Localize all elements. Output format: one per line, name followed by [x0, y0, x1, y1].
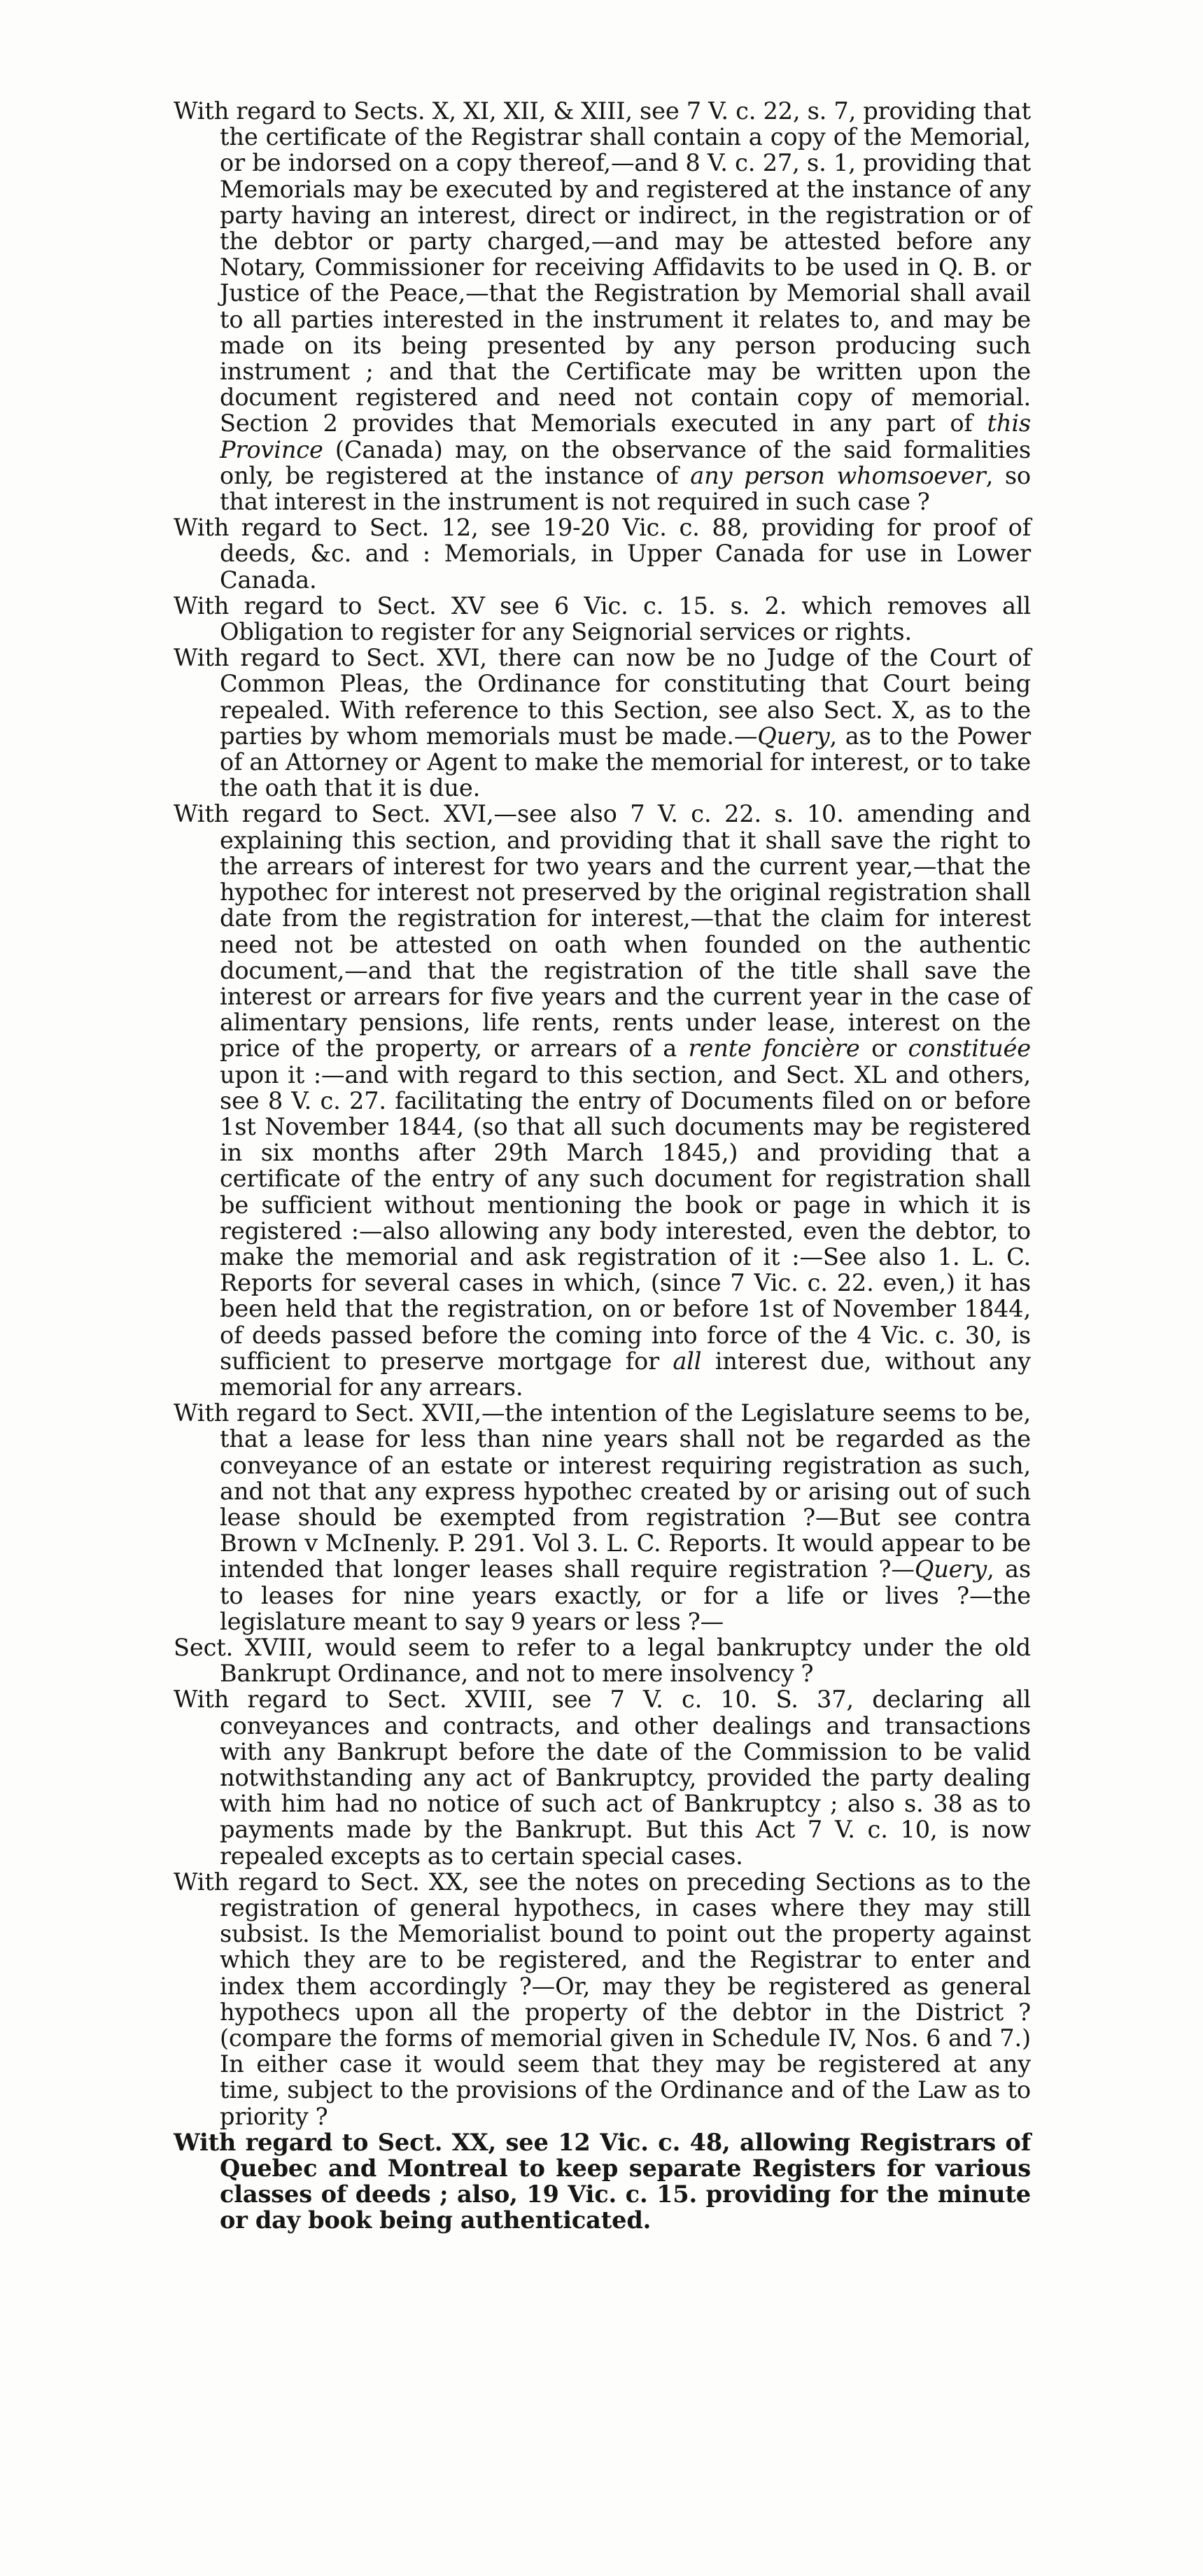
- paragraph-text: With regard to Sect. XVII,—the intention of the Legislature seems to be, that a lease for less than nine years shall not be regarded as the conveyance of an estate or interest requiring registration as such, and not that any express hypothec created by or arising out of such lease should be exempted from registration ?—But see contra Brown v McInenly. P. 291. Vol 3. L. C. Reports. It would appear to be intended that longer leases shall require registration ?—: [174, 1399, 1031, 1583]
- annotation-paragraph: [174, 1686, 1031, 1868]
- italic-text: any person whomsoever: [690, 461, 986, 489]
- italic-text: constituée: [908, 1035, 1032, 1063]
- paragraph-text: or: [859, 1035, 908, 1063]
- italic-text: this Province: [220, 410, 1031, 463]
- paragraph-text: With regard to Sect. XVI, there can now be no Judge of the Court of Common Pleas, the Ordinance for constituting that Court being repealed. With reference to this Section, see also Sect. X, as to the parties by whom memorials must be made.—: [174, 644, 1031, 750]
- annotation-paragraph: [174, 645, 1031, 801]
- paragraph-text: , as to leases for nine years exactly, or for a life or lives ?—the legislature meant to say 9 years or less ?—: [220, 1555, 1031, 1635]
- annotation-paragraph: [174, 801, 1031, 1400]
- italic-text: rente foncière: [688, 1035, 860, 1063]
- paragraph-text: With regard to Sect. 12, see 19-20 Vic. c. 88, providing for proof of deeds, &c. and : Memorials, in Upper Canada for use in Lower Canada.: [174, 514, 1031, 594]
- annotation-paragraph: [174, 2129, 1031, 2234]
- annotation-paragraph: [174, 1634, 1031, 1686]
- paragraph-text: With regard to Sect. XX, see the notes on preceding Sections as to the registration of general hypothecs, in cases where they may still subsist. Is the Memorialist bound to point out the property against which they are to be registered, and the Registrar to enter and index them accordingly ?—Or, may they be registered as general hypothecs upon all the property of the debtor in the District ? (compare the forms of memorial given in Schedule IV, Nos. 6 and 7.) In either case it would seem that they may be registered at any time, subject to the provisions of the Ordinance and of the Law as to priority ?: [174, 1868, 1031, 2130]
- italic-text: Query: [757, 722, 830, 750]
- paragraph-text: With regard to Sect. XV see 6 Vic. c. 15. s. 2. which removes all Obligation to register for any Seignorial services or rights.: [174, 592, 1031, 646]
- paragraph-text: Sect. XVIII, would seem to refer to a legal bankruptcy under the old Bankrupt Ordinance, and not to mere insolvency ?: [174, 1633, 1031, 1688]
- paragraph-text: With regard to Sect. XVI,—see also 7 V. c. 22. s. 10. amending and explaining this section, and providing that it shall save the right to the arrears of interest for two years and the current year,—that the hypothec for interest not preserved by the original registration shall date from the registration for interest,—that the claim for interest need not be attested on oath when founded on the authentic document,—and that the registration of the title shall save the interest or arrears for five years and the current year in the case of alimentary pensions, life rents, rents under lease, interest on the price of the property, or arrears of a: [174, 800, 1031, 1063]
- annotation-paragraph: [174, 98, 1031, 514]
- paragraph-text: upon it :—and with regard to this section, and Sect. XL and others, see 8 V. c. 27. facilitating the entry of Documents filed on or before 1st November 1844, (so that all such documents may be registered in six months after 29th March 1845,) and providing that a certificate of the entry of any such document for registration shall be sufficient without mentioning the book or page in which it is registered :—also allowing any body interested, even the debtor, to make the memorial and ask registration of it :—See also 1. L. C. Reports for several cases in which, (since 7 Vic. c. 22. even,) it has been held that the registration, on or before 1st of November 1844, of deeds passed before the coming into force of the 4 Vic. c. 30, is sufficient to preserve mortgage for: [220, 1060, 1031, 1375]
- annotation-paragraph: [174, 593, 1031, 645]
- paragraph-text: (Canada) may, on the observance of the said formalities only, be registered at the instance of: [220, 435, 1031, 489]
- document-body: [174, 98, 1031, 2234]
- paragraph-text: With regard to Sects. X, XI, XII, & XIII, see 7 V. c. 22, s. 7, providing that the certificate of the Registrar shall contain a copy of the Memorial, or be indorsed on a copy thereof,—and 8 V. c. 27, s. 1, providing that Memorials may be executed by and registered at the instance of any party having an interest, direct or indirect, in the registration or of the debtor or party charged,—and may be attested before any Notary, Commissioner for receiving Affidavits to be used in Q. B. or Justice of the Peace,—that the Registration by Memorial shall avail to all parties interested in the instrument it relates to, and may be made on its being presented by any person producing such instrument ; and that the Certificate may be written upon the document registered and need not contain copy of memorial. Section 2 provides that Memorials executed in any part of: [174, 97, 1031, 438]
- paragraph-text: , as to the Power of an Attorney or Agent to make the memorial for interest, or to take the oath that it is due.: [220, 722, 1031, 802]
- paragraph-text: With regard to Sect. XX, see 12 Vic. c. 48, allowing Registrars of Quebec and Montreal to keep separate Registers for various classes of deeds ; also, 19 Vic. c. 15. providing for the minute or day book being authenticated.: [174, 2127, 1031, 2234]
- paragraph-text: With regard to Sect. XVIII, see 7 V. c. 10. S. 37, declaring all conveyances and contracts, and other dealings and transactions with any Bankrupt before the date of the Commission to be valid notwithstanding any act of Bankruptcy, provided the party dealing with him had no notice of such act of Bankruptcy ; also s. 38 as to payments made by the Bankrupt. But this Act 7 V. c. 10, is now repealed excepts as to certain special cases.: [174, 1686, 1031, 1870]
- paragraph-text: interest due, without any memorial for any arrears.: [220, 1347, 1031, 1401]
- annotation-paragraph: [174, 514, 1031, 593]
- paragraph-text: , so that interest in the instrument is not required in such case ?: [220, 461, 1032, 516]
- annotation-paragraph: [174, 1869, 1031, 2129]
- italic-text: all: [673, 1347, 702, 1375]
- annotation-paragraph: [174, 1400, 1031, 1634]
- italic-text: Query: [914, 1555, 987, 1583]
